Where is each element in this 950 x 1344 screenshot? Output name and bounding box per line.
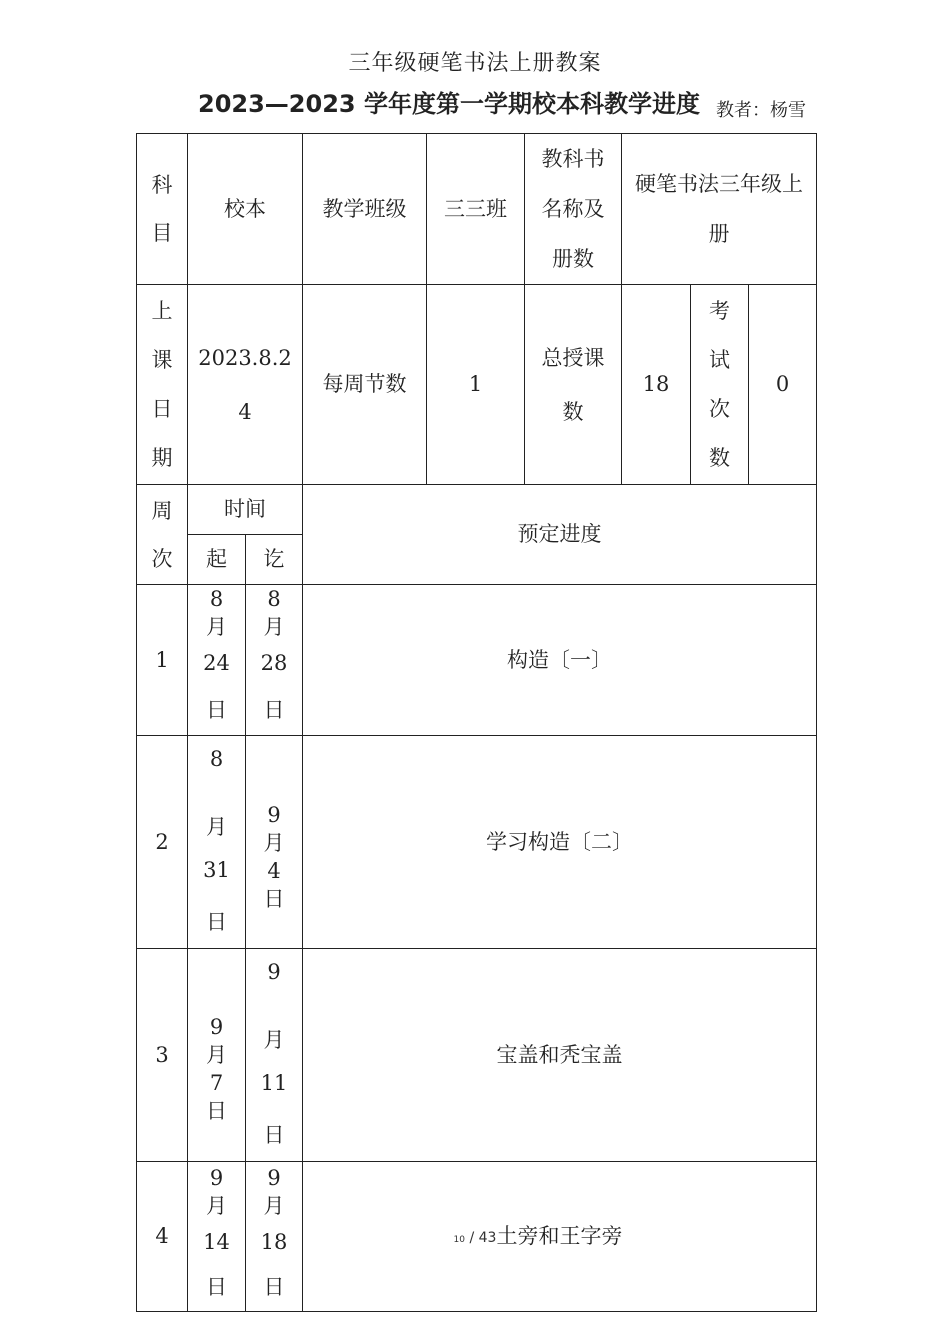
weekly-value-cell: 1 <box>427 285 525 485</box>
time-label-cell: 时间 <box>188 485 303 535</box>
exam-value-cell: 0 <box>749 285 817 485</box>
start-date: 9 月 7 日 <box>188 949 246 1162</box>
progress-content: 学习构造〔二〕 <box>303 736 817 949</box>
schedule-table <box>136 133 817 1312</box>
date-value-cell: 2023.8.24 <box>188 285 303 485</box>
page-separator: / <box>465 1230 479 1246</box>
end-date: 8 月 28 日 <box>246 585 303 736</box>
date-label-cell: 上课日期 <box>137 285 188 485</box>
class-label-cell: 教学班级 <box>303 134 427 285</box>
document-header: 三年级硬笔书法上册教案 <box>348 51 602 76</box>
book-value-cell: 硬笔书法三年级上册 <box>622 134 817 285</box>
progress-label-cell: 预定进度 <box>303 485 817 585</box>
book-label-cell: 教科书名称及册数 <box>525 134 622 285</box>
week-number: 1 <box>137 585 188 736</box>
page-number: 10 <box>453 1235 465 1245</box>
progress-content: 土旁和王字旁 <box>303 1162 817 1312</box>
end-label-cell: 讫 <box>246 535 303 585</box>
weekly-label-cell: 每周节数 <box>303 285 427 485</box>
week-number: 4 <box>137 1162 188 1312</box>
exam-label-cell: 考试次数 <box>691 285 749 485</box>
week-number: 2 <box>137 736 188 949</box>
total-label-cell: 总授课数 <box>525 285 622 485</box>
progress-content: 构造〔一〕 <box>303 585 817 736</box>
subject-label-cell: 科目 <box>137 134 188 285</box>
page-total: 43 <box>478 1230 497 1246</box>
week-number: 3 <box>137 949 188 1162</box>
subject-value-cell: 校本 <box>188 134 303 285</box>
end-date: 9 月 18 日 <box>246 1162 303 1312</box>
table-row <box>137 585 817 736</box>
class-value-cell: 三三班 <box>427 134 525 285</box>
total-value-cell: 18 <box>622 285 691 485</box>
title-row <box>0 84 950 124</box>
week-label-cell: 周次 <box>137 485 188 585</box>
progress-content: 宝盖和秃宝盖 <box>303 949 817 1162</box>
end-date: 9 月 11 日 <box>246 949 303 1162</box>
start-label-cell: 起 <box>188 535 246 585</box>
teacher-name: 教者：杨雪 <box>716 100 806 121</box>
table-row <box>137 736 817 949</box>
page-footer <box>0 1230 950 1246</box>
table-row <box>137 949 817 1162</box>
start-date: 8 月 31 日 <box>188 736 246 949</box>
page-title: 2023—2023 学年度第一学期校本科教学进度 <box>198 90 700 118</box>
start-date: 9 月 14 日 <box>188 1162 246 1312</box>
end-date: 9 月 4 日 <box>246 736 303 949</box>
start-date: 8 月 24 日 <box>188 585 246 736</box>
